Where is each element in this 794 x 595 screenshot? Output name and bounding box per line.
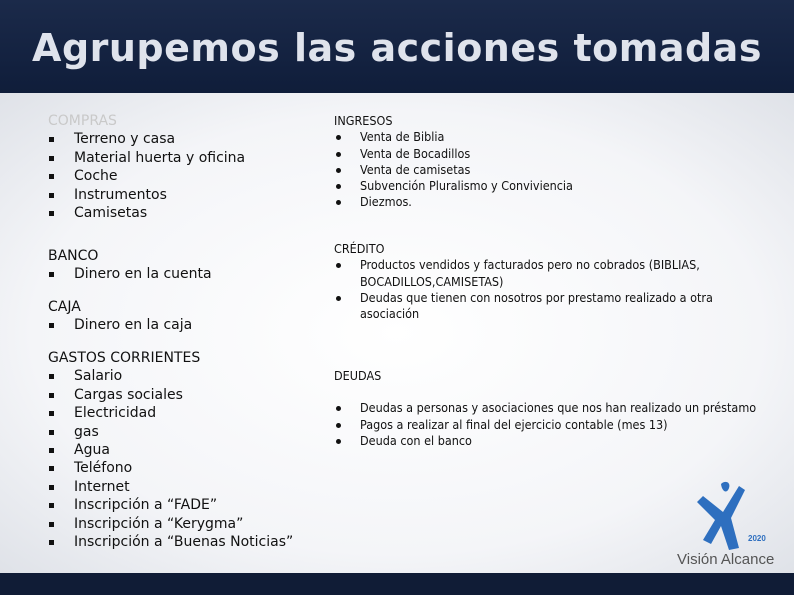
list-item: Inscripción a “FADE” [48,496,328,514]
list-item: Dinero en la cuenta [48,265,318,283]
list-item: Productos vendidos y facturados pero no cobrados (BIBLIAS, BOCADILLOS,CAMISETAS) [334,257,774,290]
compras-section [48,112,318,222]
bullet-icon [336,184,341,189]
list-item: Salario [48,367,328,385]
bullet-icon [49,156,54,161]
logo-name: Visión Alcance [677,551,775,568]
bullet-icon [49,272,54,277]
gastos-list [48,367,328,551]
slide-header [0,0,794,93]
bullet-icon [49,540,54,545]
banco-list [48,265,318,283]
compras-list [48,130,318,222]
deudas-list [334,400,774,449]
list-item: Electricidad [48,404,328,422]
bullet-icon [49,137,54,142]
list-item: Venta de Bocadillos [334,146,774,162]
bullet-icon [49,522,54,527]
gastos-heading: GASTOS CORRIENTES [48,350,201,366]
list-item: Agua [48,441,328,459]
list-item: Coche [48,167,318,185]
list-item: Terreno y casa [48,130,318,148]
ingresos-heading: INGRESOS [334,113,393,128]
slide-title: Agrupemos las acciones tomadas [32,26,762,70]
gastos-section [48,349,328,551]
bullet-icon [49,448,54,453]
list-item: gas [48,423,328,441]
bullet-icon [49,503,54,508]
credito-list [334,257,774,322]
banco-heading: BANCO [48,248,99,264]
list-item: Pagos a realizar al final del ejercicio contable (mes 13) [334,417,774,433]
list-item: Venta de camisetas [334,162,774,178]
list-item: Teléfono [48,459,328,477]
list-item: Venta de Biblia [334,129,774,145]
deudas-section [334,368,774,449]
list-item: Deudas a personas y asociaciones que nos han realizado un préstamo [334,400,774,416]
list-item: Subvención Pluralismo y Conviviencia [334,178,774,194]
bullet-icon [49,430,54,435]
credito-heading: CRÉDITO [334,241,385,256]
bullet-icon [336,296,341,301]
ingresos-list [334,129,774,210]
list-item: Deuda con el banco [334,433,774,449]
list-item: Internet [48,478,328,496]
caja-list [48,316,318,334]
caja-section [48,298,318,335]
list-item: Instrumentos [48,186,318,204]
bullet-icon [49,323,54,328]
logo-year: 2020 [748,534,766,543]
banco-section [48,247,318,284]
list-item: Inscripción a “Kerygma” [48,515,328,533]
list-item: Dinero en la caja [48,316,318,334]
bullet-icon [336,406,341,411]
list-item: Diezmos. [334,194,774,210]
compras-heading: COMPRAS [48,113,117,129]
bullet-icon [336,200,341,205]
bullet-icon [49,411,54,416]
list-item: Cargas sociales [48,386,328,404]
bullet-icon [336,135,341,140]
bullet-icon [336,168,341,173]
deudas-heading: DEUDAS [334,368,382,383]
bullet-icon [49,211,54,216]
list-item: Camisetas [48,204,318,222]
bullet-icon [336,152,341,157]
slide-footer [0,573,794,595]
bullet-icon [49,485,54,490]
bullet-icon [336,263,341,268]
bullet-icon [49,174,54,179]
bullet-icon [49,393,54,398]
bullet-icon [49,466,54,471]
list-item: Material huerta y oficina [48,149,318,167]
ingresos-section [334,113,774,211]
bullet-icon [49,193,54,198]
credito-section [334,241,774,322]
caja-heading: CAJA [48,299,81,315]
list-item: Deudas que tienen con nosotros por prestamo realizado a otra asociación [334,290,774,323]
list-item: Inscripción a “Buenas Noticias” [48,533,328,551]
bullet-icon [49,374,54,379]
bullet-icon [336,439,341,444]
bullet-icon [336,423,341,428]
